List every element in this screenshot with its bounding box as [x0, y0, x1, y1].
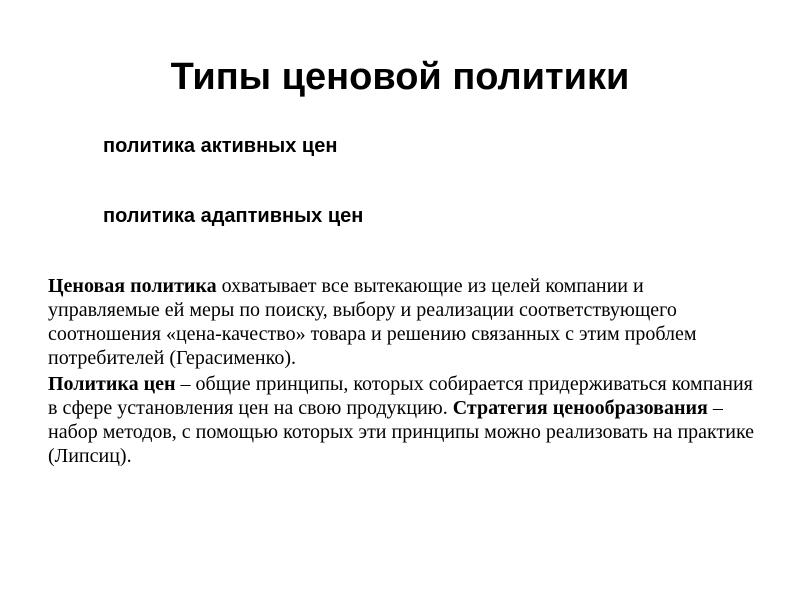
definition-text: – набор методов, с помощью которых эти принципы можно реализовать на практике (Липсиц). — [48, 397, 755, 467]
definition-paragraph-pricing-policy — [48, 274, 760, 370]
bullet-text-active-pricing: политика активных цен — [103, 135, 338, 157]
term-pricing-strategy: Стратегия ценообразования — [452, 397, 708, 419]
bullet-text-adaptive-pricing: политика адаптивных цен — [103, 205, 364, 227]
definition-text: охватывает все вытекающие из целей компании и управляемые ей меры по поиску, выбору и реализации соответствующего соотношения «цена-качество» товара и решению связанных с этим проблем потребителей (Герасименко). — [48, 275, 697, 369]
definition-text: – общие принципы, которых собирается придерживаться компания в сфере установления цен на свою продукцию. — [48, 373, 753, 419]
definition-paragraph-price-policy — [48, 372, 760, 468]
term-price-policy: Политика цен — [48, 373, 176, 395]
term-pricing-policy: Ценовая политика — [48, 275, 217, 297]
slide-title: Типы ценовой политики — [170, 56, 630, 98]
